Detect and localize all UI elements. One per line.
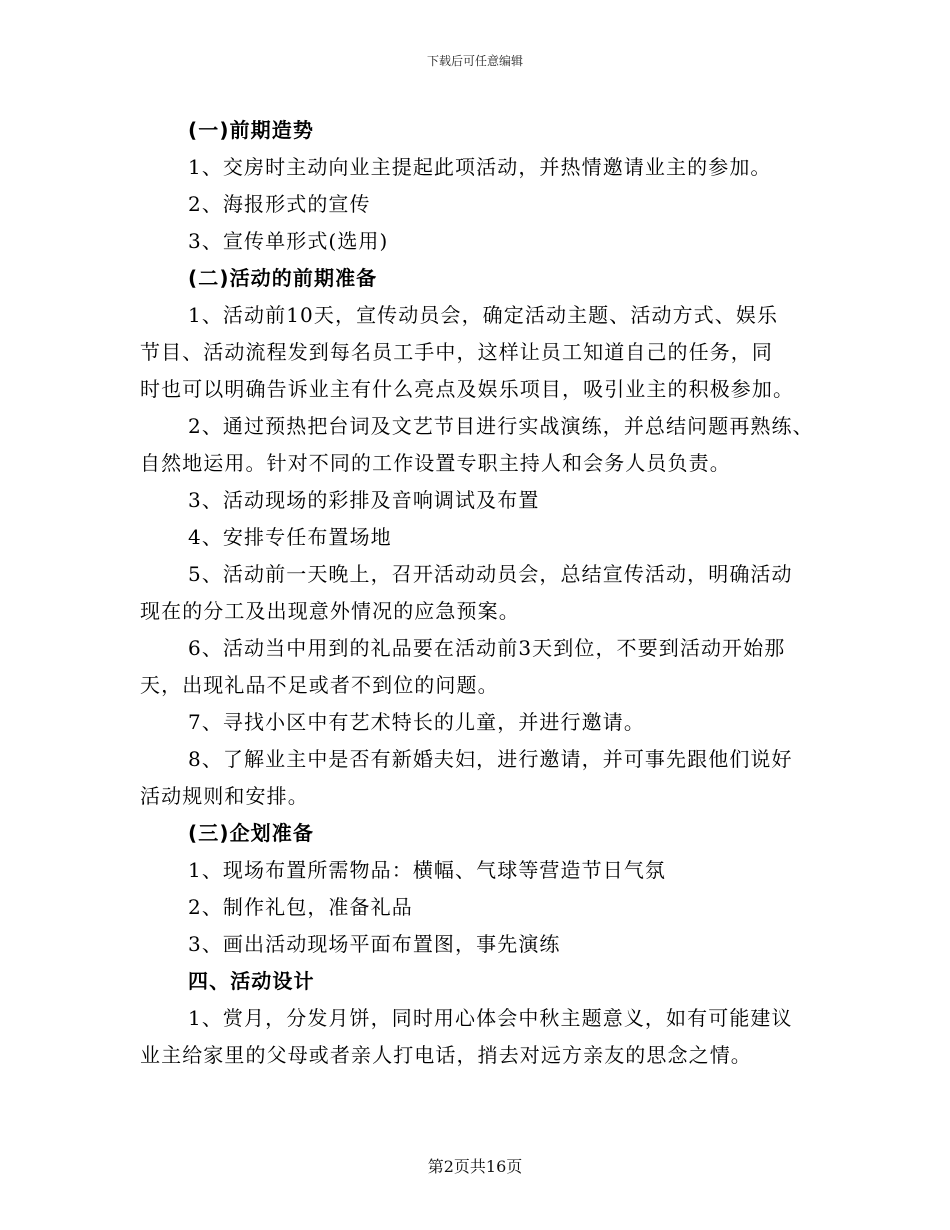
paragraph-line: 3、宣传单形式(选用) [188,229,389,253]
section-heading: (三)企划准备 [188,821,314,845]
paragraph-line: 现在的分工及出现意外情况的应急预案。 [140,599,520,623]
paragraph-line: 1、活动前10天，宣传动员会，确定活动主题、活动方式、娱乐 [188,303,779,327]
paragraph-line: 1、赏月，分发月饼，同时用心体会中秋主题意义，如有可能建议 [188,1006,793,1030]
paragraph-line: 业主给家里的父母或者亲人打电话，捎去对远方亲友的思念之情。 [140,1043,752,1067]
section-heading: (一)前期造势 [188,118,314,142]
paragraph-line: 7、寻找小区中有艺术特长的儿童，并进行邀请。 [188,710,645,734]
paragraph-line: 4、安排专任布置场地 [188,525,392,549]
paragraph-line: 3、画出活动现场平面布置图，事先演练 [188,932,561,956]
paragraph-line: 5、活动前一天晚上，召开活动动员会，总结宣传活动，明确活动 [188,562,793,586]
paragraph-line: 天，出现礼品不足或者不到位的问题。 [140,673,499,697]
section-heading: 四、活动设计 [188,969,315,993]
paragraph-line: 2、海报形式的宣传 [188,192,371,216]
paragraph-line: 2、制作礼包，准备礼品 [188,895,413,919]
paragraph-line: 6、活动当中用到的礼品要在活动前3天到位，不要到活动开始那 [188,636,786,660]
document-body [140,112,820,1074]
paragraph-line: 活动规则和安排。 [140,784,309,808]
paragraph-line: 1、交房时主动向业主提起此项活动，并热情邀请业主的参加。 [188,155,772,179]
page-header: 下载后可任意编辑 [426,54,523,68]
page-number: 第2页共16页 [427,1157,523,1176]
paragraph-line: 1、现场布置所需物品：横幅、气球等营造节日气氛 [188,858,667,882]
paragraph-line: 3、活动现场的彩排及音响调试及布置 [188,488,540,512]
section-heading: (二)活动的前期准备 [188,266,378,290]
paragraph-line: 8、了解业主中是否有新婚夫妇，进行邀请，并可事先跟他们说好 [188,747,793,771]
paragraph-line: 节目、活动流程发到每名员工手中，这样让员工知道自己的任务，同 [140,340,773,364]
paragraph-line: 时也可以明确告诉业主有什么亮点及娱乐项目，吸引业主的积极参加。 [140,377,795,401]
paragraph-line: 自然地运用。针对不同的工作设置专职主持人和会务人员负责。 [140,451,731,475]
paragraph-line: 2、通过预热把台词及文艺节目进行实战演练，并总结问题再熟练、 [188,414,814,438]
